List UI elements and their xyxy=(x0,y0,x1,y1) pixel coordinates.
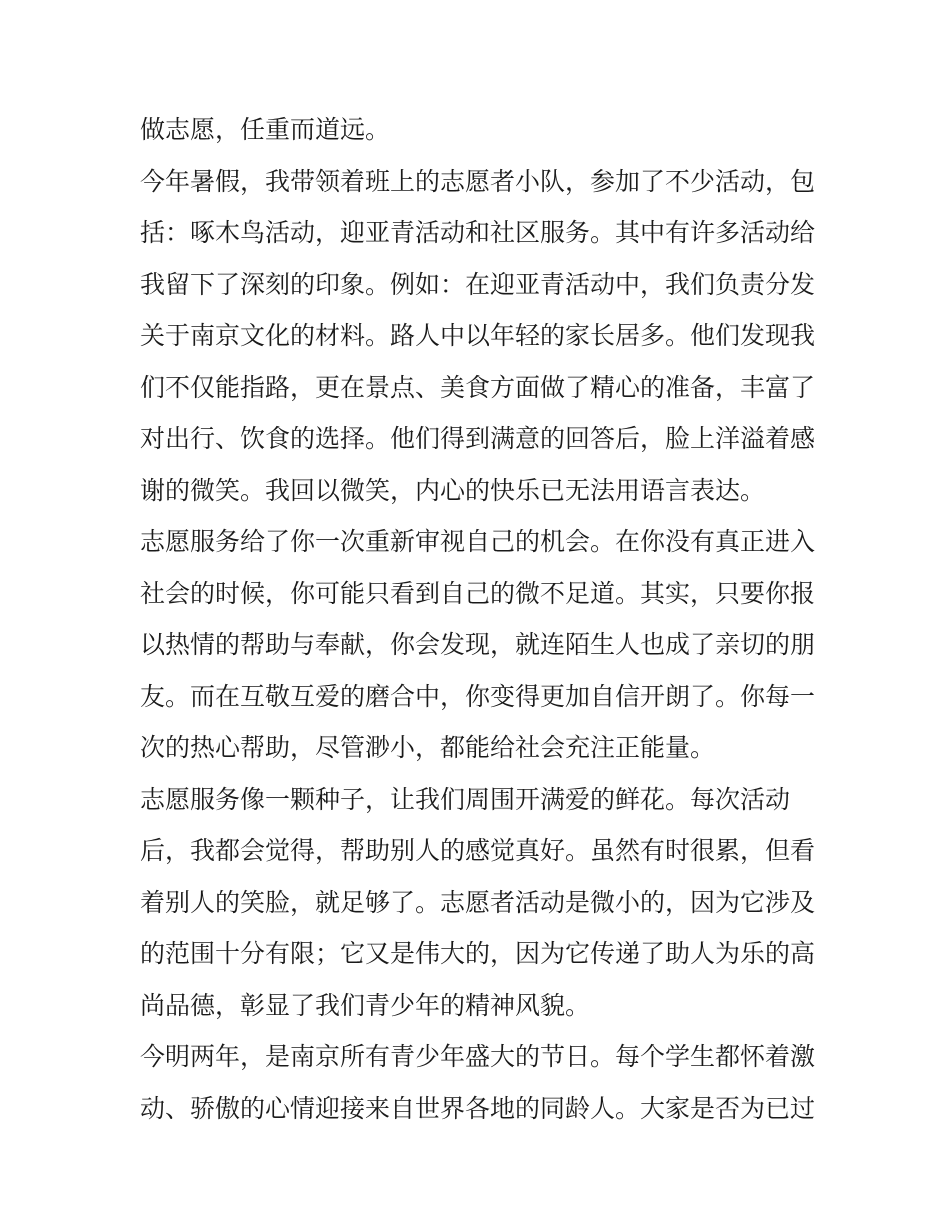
text-line: 着别人的笑脸，就足够了。志愿者活动是微小的，因为它涉及 xyxy=(140,887,816,917)
text-line: 以热情的帮助与奉献，你会发现，就连陌生人也成了亲切的朋 xyxy=(140,630,816,659)
text-line: 我留下了深刻的印象。例如：在迎亚青活动中，我们负责分发 xyxy=(140,269,816,299)
text-line: 志愿服务像一颗种子，让我们周围开满爱的鲜花。每次活动 xyxy=(140,784,791,814)
text-line: 动、骄傲的心情迎接来自世界各地的同龄人。大家是否为已过 xyxy=(140,1093,816,1123)
text-line: 社会的时候，你可能只看到自己的微不足道。其实，只要你报 xyxy=(140,578,816,608)
text-line: 关于南京文化的材料。路人中以年轻的家长居多。他们发现我 xyxy=(140,321,816,350)
text-line: 今明两年，是南京所有青少年盛大的节日。每个学生都怀着激 xyxy=(140,1042,816,1071)
text-line: 做志愿，任重而道远。 xyxy=(140,115,391,144)
text-line: 志愿服务给了你一次重新审视自己的机会。在你没有真正进入 xyxy=(140,527,816,556)
text-line: 的范围十分有限；它又是伟大的，因为它传递了助人为乐的高 xyxy=(140,939,816,968)
text-line: 今年暑假，我带领着班上的志愿者小队，参加了不少活动，包 xyxy=(140,166,816,196)
text-line: 尚品德，彰显了我们青少年的精神风貌。 xyxy=(140,990,591,1020)
text-line: 对出行、饮食的选择。他们得到满意的回答后，脸上洋溢着感 xyxy=(140,424,816,453)
text-line: 后，我都会觉得，帮助别人的感觉真好。虽然有时很累，但看 xyxy=(140,836,816,865)
document-body xyxy=(140,104,820,1134)
text-line: 括：啄木鸟活动，迎亚青活动和社区服务。其中有许多活动给 xyxy=(140,218,816,247)
text-line: 次的热心帮助，尽管渺小，都能给社会充注正能量。 xyxy=(140,733,716,762)
text-line: 谢的微笑。我回以微笑，内心的快乐已无法用语言表达。 xyxy=(140,475,766,505)
text-line: 们不仅能指路，更在景点、美食方面做了精心的准备，丰富了 xyxy=(140,372,816,402)
text-line: 友。而在互敬互爱的磨合中，你变得更加自信开朗了。你每一 xyxy=(140,681,816,711)
